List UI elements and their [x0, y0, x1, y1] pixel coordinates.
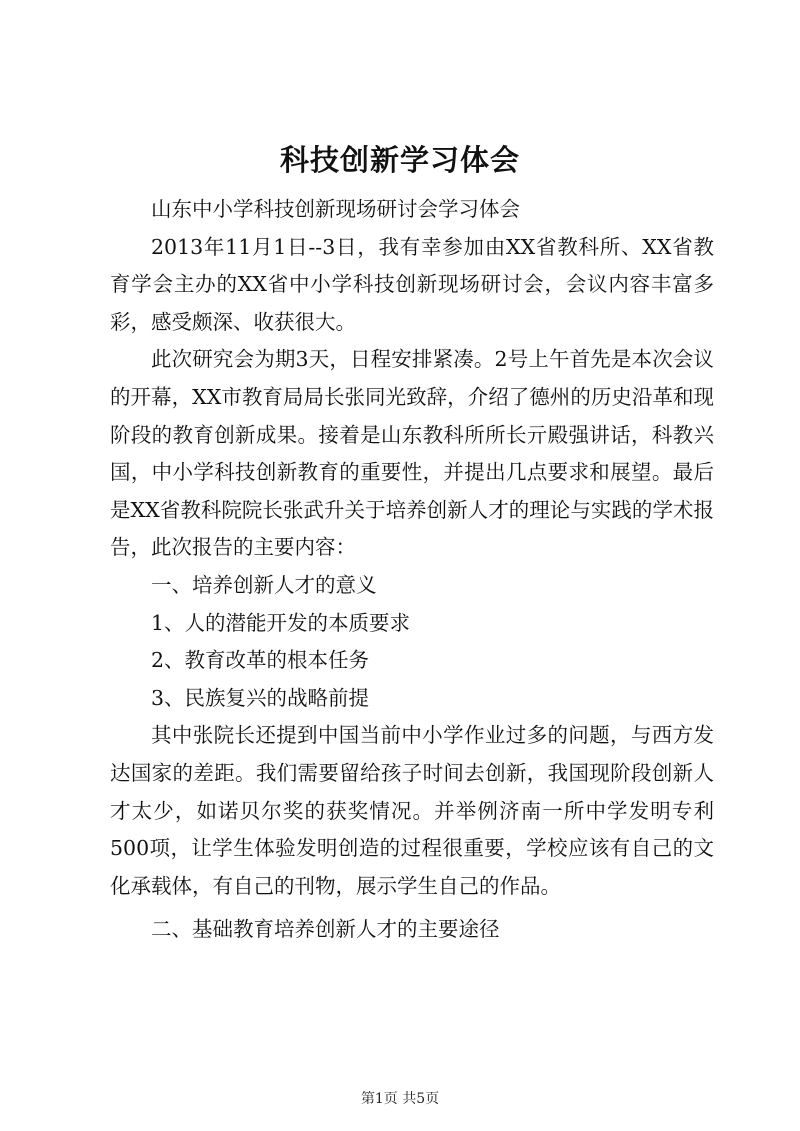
list-item-1: 1、人的潜能开发的本质要求	[151, 610, 411, 635]
list-item-2: 2、教育改革的根本任务	[151, 648, 370, 673]
paragraph-homework: 其中张院长还提到中国当前中小学作业过多的问题，与西方发达国家的差距。我们需要留给孩子时间去创新，我国现阶段创新人才太少，如诺贝尔奖的获奖情况。并举例济南一所中学发明专利500项，让学生体验发明创造的过程很重要，学校应该有自己的文化承载体，有自己的刊物，展示学生自己的作品。	[110, 723, 714, 898]
paragraph-intro: 2013年11月1日--3日，我有幸参加由XX省教科所、XX省教育学会主办的XX省中小学科技创新现场研讨会，会议内容丰富多彩，感受颇深、收获很大。	[110, 234, 714, 334]
document-title: 科技创新学习体会	[279, 143, 520, 177]
heading-pathways: 二、基础教育培养创新人才的主要途径	[151, 917, 500, 942]
list-item-3: 3、民族复兴的战略前提	[151, 685, 370, 710]
heading-significance: 一、培养创新人才的意义	[151, 572, 377, 597]
subtitle-paragraph: 山东中小学科技创新现场研讨会学习体会	[151, 197, 520, 221]
page-number-footer: 第1页 共5页	[360, 1091, 440, 1107]
paragraph-schedule: 此次研究会为期3天，日程安排紧凑。2号上午首先是本次会议的开幕，XX市教育局局长张同光致辞，介绍了德州的历史沿革和现阶段的教育创新成果。接着是山东教科所所长亓殿强讲话，科教兴国，中小学科技创新教育的重要性，并提出几点要求和展望。最后是XX省教科院院长张武升关于培养创新人才的理论与实践的学术报告，此次报告的主要内容：	[110, 347, 714, 560]
document-body	[110, 191, 714, 949]
